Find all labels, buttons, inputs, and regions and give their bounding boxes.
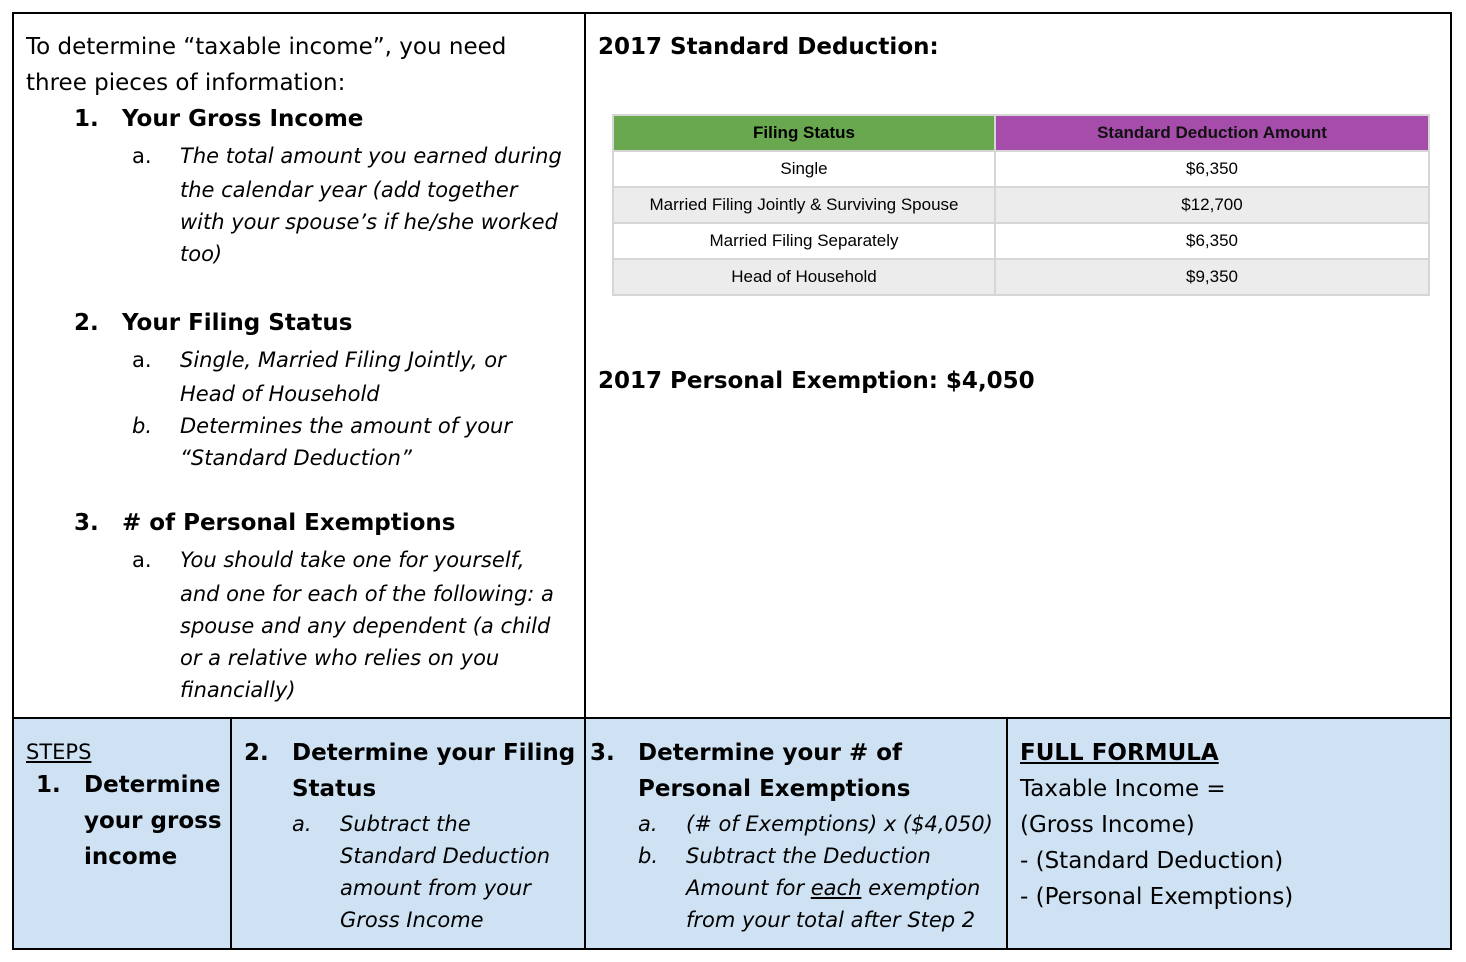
item-3-number: 3. [74, 510, 99, 536]
table-header-row [613, 115, 1429, 151]
formula-heading: FULL FORMULA [1020, 740, 1219, 766]
step-3-sub-b-line-2-post: exemption [861, 876, 981, 900]
steps-label: STEPS [26, 740, 92, 764]
header-filing-status: Filing Status [613, 115, 995, 151]
standard-deduction-heading: 2017 Standard Deduction: [598, 34, 939, 60]
header-deduction-amount: Standard Deduction Amount [995, 115, 1429, 151]
step-1-number: 1. [36, 772, 61, 798]
item-1-sub-a-line-1: The total amount you earned during [180, 144, 562, 168]
step-3-sub-b-line-3: from your total after Step 2 [686, 908, 976, 932]
step-2-sub-line-4: Gross Income [340, 908, 484, 932]
table-cell-status: Married Filing Jointly & Surviving Spouse [613, 187, 995, 223]
table-cell-amount: $9,350 [995, 259, 1429, 295]
step-2-sub-line-2: Standard Deduction [340, 844, 551, 868]
step-2-line-1: Determine your Filing [292, 740, 576, 766]
step-1-line-2: your gross [84, 808, 222, 834]
item-3-sub-a-line-2: and one for each of the following: a [180, 582, 554, 606]
table-row [613, 259, 1429, 295]
step-1-line-3: income [84, 844, 178, 870]
step-3-sub-a-text: (# of Exemptions) x ($4,050) [686, 812, 993, 836]
item-1-sub-a-line-2: the calendar year (add together [180, 178, 518, 202]
row-divider [12, 717, 1452, 719]
step-2-sub-line-1: Subtract the [340, 812, 471, 836]
intro-line-2: three pieces of information: [26, 70, 346, 96]
item-3-sub-a-line-5: financially) [180, 678, 296, 702]
table-cell-amount: $6,350 [995, 223, 1429, 259]
item-2-sub-b-marker: b. [132, 414, 153, 438]
column-divider-steps-3 [1006, 717, 1008, 950]
item-2-sub-b-line-1: Determines the amount of your [180, 414, 512, 438]
formula-line-4: - (Personal Exemptions) [1020, 884, 1294, 910]
item-1-sub-a-line-4: too) [180, 242, 223, 266]
step-2-line-2: Status [292, 776, 377, 802]
standard-deduction-table [612, 114, 1430, 296]
step-1-line-1: Determine [84, 772, 221, 798]
step-3-sub-b-each: each [810, 876, 862, 900]
item-3-title: # of Personal Exemptions [122, 510, 456, 536]
item-2-number: 2. [74, 310, 99, 336]
step-2-sub-marker: a. [292, 812, 312, 836]
item-2-title: Your Filing Status [122, 310, 353, 336]
table-row [613, 187, 1429, 223]
step-2-sub-line-3: amount from your [340, 876, 531, 900]
item-2-sub-b-line-2: “Standard Deduction” [180, 446, 412, 470]
table-cell-amount: $6,350 [995, 151, 1429, 187]
item-3-sub-a-line-1: You should take one for yourself, [180, 548, 525, 572]
step-3-sub-b-line-2-pre: Amount for [686, 876, 811, 900]
column-divider-main [584, 12, 586, 950]
table-cell-status: Married Filing Separately [613, 223, 995, 259]
step-3-sub-a-marker: a. [638, 812, 658, 836]
item-1-title: Your Gross Income [122, 106, 364, 132]
item-1-number: 1. [74, 106, 99, 132]
item-3-sub-a-marker: a. [132, 548, 152, 572]
step-3-line-2: Personal Exemptions [638, 776, 911, 802]
item-2-sub-a-line-2: Head of Household [180, 382, 380, 406]
step-3-sub-b-line-1: Subtract the Deduction [686, 844, 931, 868]
table-row [613, 223, 1429, 259]
column-divider-steps-1 [230, 717, 232, 950]
item-2-sub-a-marker: a. [132, 348, 152, 372]
step-2-number: 2. [244, 740, 269, 766]
intro-line-1: To determine “taxable income”, you need [26, 34, 507, 60]
item-2-sub-a-line-1: Single, Married Filing Jointly, or [180, 348, 506, 372]
table-cell-status: Head of Household [613, 259, 995, 295]
step-3-number: 3. [590, 740, 615, 766]
item-1-sub-a-marker: a. [132, 144, 152, 168]
item-1-sub-a-line-3: with your spouse’s if he/she worked [180, 210, 558, 234]
formula-line-1: Taxable Income = [1020, 776, 1226, 802]
table-cell-status: Single [613, 151, 995, 187]
step-3-line-1: Determine your # of [638, 740, 903, 766]
item-3-sub-a-line-3: spouse and any dependent (a child [180, 614, 551, 638]
step-3-sub-b-line-2 [686, 872, 980, 904]
formula-line-2: (Gross Income) [1020, 812, 1195, 838]
table-cell-amount: $12,700 [995, 187, 1429, 223]
formula-line-3: - (Standard Deduction) [1020, 848, 1284, 874]
table-row [613, 151, 1429, 187]
step-3-sub-b-marker: b. [638, 844, 659, 868]
item-3-sub-a-line-4: or a relative who relies on you [180, 646, 500, 670]
personal-exemption-heading: 2017 Personal Exemption: $4,050 [598, 368, 1035, 394]
